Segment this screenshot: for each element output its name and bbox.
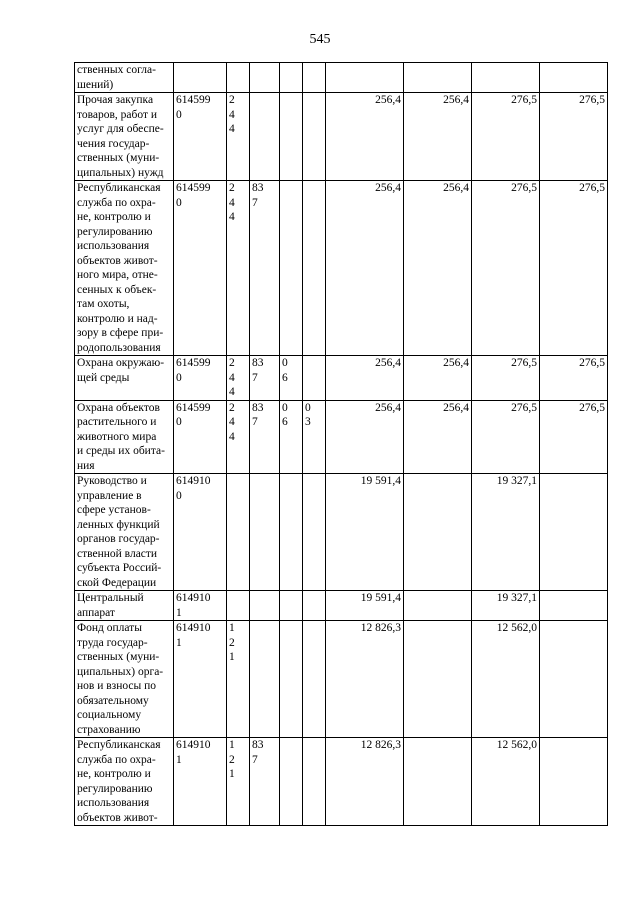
row-name-cell: Прочая закупка товаров, работ и услуг для обеспе- чения государ- ственных (муни- ципальных) нужд — [75, 93, 174, 181]
row-name-cell: Охрана объектов растительного и животного мира и среды их обита- ния — [75, 400, 174, 474]
table-row — [75, 356, 608, 401]
page-number: 545 — [309, 32, 331, 47]
administrator-code-cell — [250, 591, 280, 621]
amount-cell-2 — [404, 621, 472, 738]
expense-type-code-cell: 1 2 1 — [227, 738, 250, 826]
table-row — [75, 621, 608, 738]
amount-cell-4: 276,5 — [540, 181, 608, 356]
amount-cell-1: 19 591,4 — [326, 474, 404, 591]
subsection-code-cell — [303, 356, 326, 401]
administrator-code-cell — [250, 474, 280, 591]
amount-cell-4 — [540, 591, 608, 621]
table-row — [75, 474, 608, 591]
section-code-cell — [280, 93, 303, 181]
target-article-code-cell: 614910 1 — [174, 621, 227, 738]
amount-cell-3: 276,5 — [472, 181, 540, 356]
subsection-code-cell — [303, 93, 326, 181]
administrator-code-cell — [250, 621, 280, 738]
section-code-cell — [280, 474, 303, 591]
target-article-code-cell: 614910 1 — [174, 591, 227, 621]
amount-cell-3: 276,5 — [472, 356, 540, 401]
amount-cell-4: 276,5 — [540, 93, 608, 181]
expense-type-code-cell — [227, 63, 250, 93]
expense-type-code-cell: 2 4 4 — [227, 93, 250, 181]
amount-cell-1: 256,4 — [326, 356, 404, 401]
administrator-code-cell — [250, 93, 280, 181]
section-code-cell — [280, 738, 303, 826]
row-name-cell: Республиканская служба по охра- не, контролю и регулированию использования объектов живот- — [75, 738, 174, 826]
section-code-cell — [280, 63, 303, 93]
table-row — [75, 591, 608, 621]
budget-table — [74, 62, 608, 826]
amount-cell-4 — [540, 621, 608, 738]
amount-cell-2 — [404, 591, 472, 621]
administrator-code-cell: 83 7 — [250, 181, 280, 356]
target-article-code-cell: 614910 0 — [174, 474, 227, 591]
subsection-code-cell — [303, 621, 326, 738]
amount-cell-4: 276,5 — [540, 356, 608, 401]
amount-cell-4 — [540, 63, 608, 93]
section-code-cell: 0 6 — [280, 400, 303, 474]
amount-cell-2 — [404, 738, 472, 826]
amount-cell-2: 256,4 — [404, 93, 472, 181]
expense-type-code-cell: 1 2 1 — [227, 621, 250, 738]
amount-cell-4 — [540, 738, 608, 826]
table-row — [75, 181, 608, 356]
table-row — [75, 400, 608, 474]
amount-cell-4: 276,5 — [540, 400, 608, 474]
amount-cell-1: 12 826,3 — [326, 738, 404, 826]
target-article-code-cell: 614910 1 — [174, 738, 227, 826]
amount-cell-3: 12 562,0 — [472, 738, 540, 826]
expense-type-code-cell — [227, 591, 250, 621]
amount-cell-3: 276,5 — [472, 93, 540, 181]
section-code-cell: 0 6 — [280, 356, 303, 401]
target-article-code-cell: 614599 0 — [174, 181, 227, 356]
amount-cell-1 — [326, 63, 404, 93]
amount-cell-2: 256,4 — [404, 356, 472, 401]
table-row — [75, 738, 608, 826]
subsection-code-cell — [303, 738, 326, 826]
amount-cell-2 — [404, 474, 472, 591]
amount-cell-3: 276,5 — [472, 400, 540, 474]
section-code-cell — [280, 591, 303, 621]
expense-type-code-cell — [227, 474, 250, 591]
table-row — [75, 93, 608, 181]
row-name-cell: Республиканская служба по охра- не, контролю и регулированию использования объектов живот- ного мира, отне- сенных к объек- там охоты, контролю и над- зору в сфере при- родопользования — [75, 181, 174, 356]
amount-cell-1: 256,4 — [326, 181, 404, 356]
amount-cell-3: 19 327,1 — [472, 474, 540, 591]
administrator-code-cell: 83 7 — [250, 356, 280, 401]
expense-type-code-cell: 2 4 4 — [227, 356, 250, 401]
amount-cell-2: 256,4 — [404, 181, 472, 356]
administrator-code-cell: 83 7 — [250, 738, 280, 826]
row-name-cell: Фонд оплаты труда государ- ственных (муни- ципальных) орга- нов и взносы по обязательному социальному страхованию — [75, 621, 174, 738]
target-article-code-cell — [174, 63, 227, 93]
row-name-cell: Охрана окружаю- щей среды — [75, 356, 174, 401]
target-article-code-cell: 614599 0 — [174, 93, 227, 181]
expense-type-code-cell: 2 4 4 — [227, 400, 250, 474]
amount-cell-2: 256,4 — [404, 400, 472, 474]
target-article-code-cell: 614599 0 — [174, 400, 227, 474]
administrator-code-cell: 83 7 — [250, 400, 280, 474]
amount-cell-3: 19 327,1 — [472, 591, 540, 621]
amount-cell-1: 256,4 — [326, 93, 404, 181]
row-name-cell: Центральный аппарат — [75, 591, 174, 621]
row-name-cell: ственных согла- шений) — [75, 63, 174, 93]
amount-cell-1: 19 591,4 — [326, 591, 404, 621]
section-code-cell — [280, 181, 303, 356]
amount-cell-4 — [540, 474, 608, 591]
expense-type-code-cell: 2 4 4 — [227, 181, 250, 356]
subsection-code-cell — [303, 63, 326, 93]
subsection-code-cell — [303, 591, 326, 621]
amount-cell-1: 12 826,3 — [326, 621, 404, 738]
section-code-cell — [280, 621, 303, 738]
amount-cell-2 — [404, 63, 472, 93]
target-article-code-cell: 614599 0 — [174, 356, 227, 401]
subsection-code-cell — [303, 474, 326, 591]
table-row — [75, 63, 608, 93]
administrator-code-cell — [250, 63, 280, 93]
amount-cell-1: 256,4 — [326, 400, 404, 474]
amount-cell-3: 12 562,0 — [472, 621, 540, 738]
amount-cell-3 — [472, 63, 540, 93]
subsection-code-cell: 0 3 — [303, 400, 326, 474]
row-name-cell: Руководство и управление в сфере установ- ленных функций органов государ- ственной власти субъекта Россий- ской Федерации — [75, 474, 174, 591]
subsection-code-cell — [303, 181, 326, 356]
